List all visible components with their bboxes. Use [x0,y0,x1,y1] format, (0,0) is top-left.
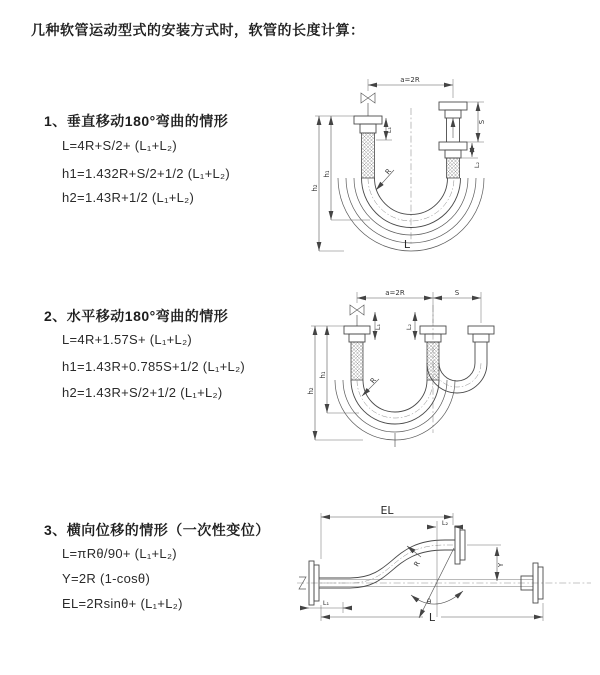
flange-neck [349,334,365,342]
dimension-y [467,545,505,581]
l2-label: L₂ [441,519,449,527]
section1-formula-h1: h1=1.432R+S/2+1/2 (L₁+L₂) [62,166,230,181]
h2-label: h₂ [311,184,319,192]
l-label: L [428,611,436,624]
section2-formula-h2: h2=1.43R+S/2+1/2 (L₁+L₂) [62,385,223,400]
section1-formula-L: L=4R+S/2+ (L₁+L₂) [62,138,177,153]
dimension-s [467,102,486,142]
hose-braid [362,133,375,178]
section3-heading: 3、横向位移的情形（一次性变位） [44,522,270,538]
dimension-l2 [405,312,415,340]
dimension-h2 [311,116,354,251]
hose-u-bend-position1 [335,380,455,440]
diagram-lateral-displacement [295,505,600,645]
flange-neck [473,334,489,342]
flange-neck [445,150,461,158]
h1-label: h₁ [319,371,327,379]
hose-braid [447,158,460,178]
valve-icon [350,305,364,326]
s-label: S [478,119,486,125]
dimension-l1 [376,118,393,140]
section2-heading: 2、水平移动180°弯曲的情形 [44,308,229,324]
flange [468,326,494,334]
left-riser [344,326,370,380]
a2r-label: a=2R [400,76,420,84]
dimension-a2r [357,289,481,323]
dimension-l1 [303,599,349,613]
dimension-s [433,289,481,298]
section2-formula-L: L=4R+1.57S+ (L₁+L₂) [62,332,193,347]
section2-formula-h1: h1=1.43R+0.785S+1/2 (L₁+L₂) [62,359,246,374]
flange-neck [445,110,461,118]
s-label: S [454,289,460,297]
section3-formula-Y: Y=2R (1-cosθ) [62,571,151,586]
el-label: EL [380,504,394,517]
diagram-horizontal-180-bend [305,283,600,463]
flange [354,116,382,124]
dimension-l1 [374,312,382,340]
section1-formula-h2: h2=1.43R+1/2 (L₁+L₂) [62,190,195,205]
right-riser [439,102,467,178]
dimension-l2 [460,143,481,168]
travel-arc [335,380,455,440]
l2-label: L₂ [405,323,413,331]
r-label: R [383,167,394,177]
r-label: R [412,559,422,569]
h2-label: h₂ [307,387,315,395]
radius-callout [376,167,394,190]
left-riser [354,116,382,178]
y-label: Y [497,562,505,568]
a2r-label: a=2R [385,289,405,297]
l-label: L [403,238,411,251]
hose-u-bend [338,178,484,251]
section3-formula-EL: EL=2Rsinθ+ (L₁+L₂) [62,596,183,611]
hose-braid [351,342,363,380]
flange [439,142,467,150]
top-right-flange [455,526,465,564]
valve-icon [361,93,375,116]
dimension-a2r [368,76,453,98]
flange [439,102,467,110]
flange-neck [360,124,376,133]
section3-formula-L: L=πRθ/90+ (L₁+L₂) [62,546,177,561]
diagram-vertical-180-bend [312,70,594,266]
radius-callout [362,376,379,396]
l2-label: L₂ [473,161,481,169]
section1-heading: 1、垂直移动180°弯曲的情形 [44,113,229,129]
l1-label: L₁ [385,126,393,134]
dimension-l [321,603,543,624]
page-title: 几种软管运动型式的安装方式时，软管的长度计算： [31,22,365,38]
r-label: R [368,376,379,386]
middle-riser [420,326,446,380]
right-riser [468,326,494,363]
l1-label: L₁ [374,323,382,331]
theta-label: θ [426,598,432,606]
radius-callout [407,546,422,568]
l1-label: L₁ [322,599,330,607]
h1-label: h₁ [323,170,331,178]
flange [344,326,370,334]
hose-s-curve [319,540,455,588]
